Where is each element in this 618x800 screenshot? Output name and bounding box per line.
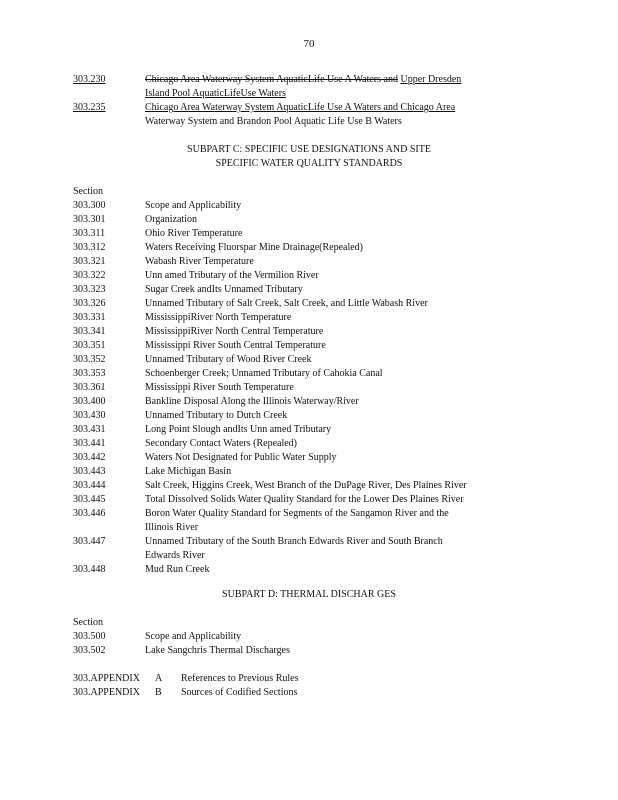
section-label: Section	[73, 617, 103, 628]
section-number: 303.300	[73, 200, 106, 211]
section-number: 303.431	[73, 424, 106, 435]
section-number: 303.235	[73, 102, 106, 113]
amended-title-line2: Waterway System and Brandon Pool Aquatic Life Use B Waters	[145, 116, 402, 127]
section-number: 303.445	[73, 494, 106, 505]
appendix-letter: B	[155, 687, 162, 698]
section-title: Sugar Creek andIts Unnamed Tributary	[145, 284, 303, 295]
section-title: Scope and Applicability	[145, 200, 242, 211]
section-number: 303.301	[73, 214, 106, 225]
section-title: Long Point Slough andIts Unn amed Tributary	[145, 424, 332, 435]
subpart-c-heading-line2: SPECIFIC WATER QUALITY STANDARDS	[215, 158, 403, 169]
section-title: Wabash River Temperature	[145, 256, 254, 267]
section-title: Organization	[145, 214, 198, 225]
section-number: 303.444	[73, 480, 106, 491]
section-title: Unnamed Tributary to Dutch Creek	[145, 410, 288, 421]
section-title: Bankline Disposal Along the Illinois Waterway/River	[145, 396, 359, 407]
section-number: 303.230	[73, 74, 106, 85]
section-title: Salt Creek, Higgins Creek, West Branch of the DuPage River, Des Plaines River	[145, 480, 467, 491]
section-title: Secondary Contact Waters (Repealed)	[145, 438, 298, 449]
section-title: Mississippi River South Central Temperature	[145, 340, 326, 351]
section-number: 303.446	[73, 508, 106, 519]
subpart-c-heading: SUBPART C: SPECIFIC USE DESIGNATIONS AND SITE	[187, 144, 431, 155]
section-number: 303.500	[73, 631, 106, 642]
section-title: Unnamed Tributary of Wood River Creek	[145, 354, 312, 365]
section-number: 303.448	[73, 564, 106, 575]
subpart-d-heading: SUBPART D: THERMAL DISCHAR GES	[222, 589, 396, 600]
section-title: Mississippi River South Temperature	[145, 382, 294, 393]
section-number: 303.341	[73, 326, 106, 337]
section-number: 303.331	[73, 312, 106, 323]
appendix-number: 303.APPENDIX	[73, 687, 140, 698]
section-number: 303.361	[73, 382, 106, 393]
section-number: 303.311	[73, 228, 106, 239]
section-title: Unnamed Tributary of the South Branch Edwards River and South Branch	[145, 536, 443, 547]
section-number: 303.430	[73, 410, 106, 421]
section-number: 303.442	[73, 452, 106, 463]
section-number: 303.321	[73, 256, 106, 267]
section-number: 303.323	[73, 284, 106, 295]
section-title: Total Dissolved Solids Water Quality Standard for the Lower Des Plaines River	[145, 494, 464, 505]
section-title: Scope and Applicability	[145, 631, 242, 642]
section-number: 303.400	[73, 396, 106, 407]
section-title-continued: Edwards River	[145, 550, 205, 561]
appendix-title: References to Previous Rules	[181, 673, 299, 684]
section-number: 303.326	[73, 298, 106, 309]
section-title: Schoenberger Creek; Unnamed Tributary of Cahokia Canal	[145, 368, 383, 379]
section-number: 303.447	[73, 536, 106, 547]
amended-title	[145, 73, 461, 86]
section-title: Lake Sangchris Thermal Discharges	[145, 645, 290, 656]
section-title: Waters Receiving Fluorspar Mine Drainage(Repealed)	[145, 242, 364, 253]
struck-text: Chicago Area Waterway System AquaticLife Use A Waters and	[145, 74, 398, 85]
section-number: 303.322	[73, 270, 106, 281]
section-title: MississippiRiver North Central Temperature	[145, 326, 324, 337]
amended-title: Chicago Area Waterway System AquaticLife Use A Waters and Chicago Area	[145, 102, 456, 113]
section-title: Unnamed Tributary of Salt Creek, Salt Creek, and Little Wabash River	[145, 298, 428, 309]
section-title: Unn amed Tributary of the Vermilion River	[145, 270, 319, 281]
section-title: Waters Not Designated for Public Water Supply	[145, 452, 337, 463]
section-title: Ohio River Temperature	[145, 228, 243, 239]
section-title: MississippiRiver North Temperature	[145, 312, 292, 323]
section-title-continued: Illinois River	[145, 522, 199, 533]
section-number: 303.351	[73, 340, 106, 351]
section-title: Lake Michigan Basin	[145, 466, 232, 477]
section-title: Boron Water Quality Standard for Segments of the Sangamon River and the	[145, 508, 449, 519]
section-number: 303.353	[73, 368, 106, 379]
section-number: 303.312	[73, 242, 106, 253]
section-label: Section	[73, 186, 103, 197]
section-number: 303.441	[73, 438, 106, 449]
amended-title-line2: Island Pool AquaticLifeUse Waters	[145, 88, 286, 99]
section-title: Mud Run Creek	[145, 564, 210, 575]
section-number: 303.502	[73, 645, 106, 656]
section-number: 303.443	[73, 466, 106, 477]
section-number: 303.352	[73, 354, 106, 365]
page-number: 70	[303, 38, 315, 50]
appendix-title: Sources of Codified Sections	[181, 687, 298, 698]
appendix-letter: A	[155, 673, 163, 684]
inserted-text: Upper Dresden	[400, 74, 462, 85]
appendix-number: 303.APPENDIX	[73, 673, 140, 684]
